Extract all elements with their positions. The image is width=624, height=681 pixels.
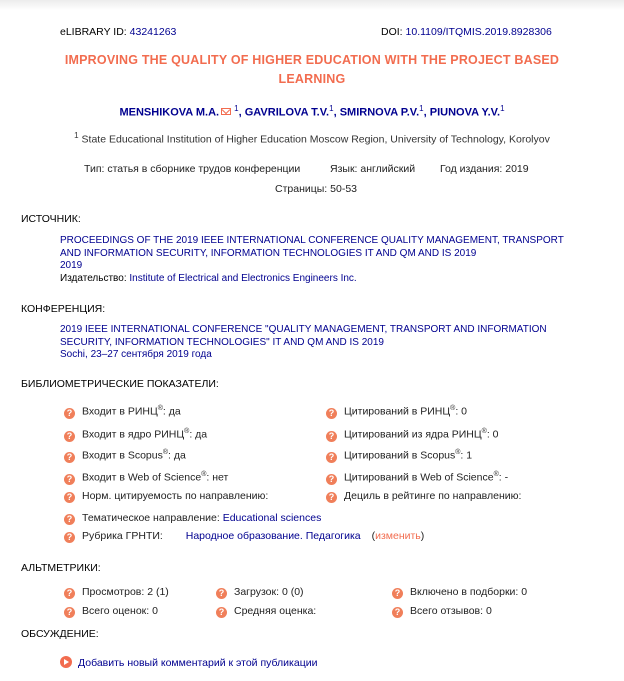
publication-title: IMPROVING THE QUALITY OF HIGHER EDUCATION WITH THE PROJECT BASED LEARNING bbox=[64, 53, 560, 86]
question-circle-icon[interactable]: ? bbox=[64, 474, 75, 485]
source-heading: ИСТОЧНИК: bbox=[21, 213, 81, 225]
question-circle-icon[interactable]: ? bbox=[326, 431, 337, 442]
play-circle-icon[interactable] bbox=[60, 656, 72, 668]
meta-year-value: 2019 bbox=[505, 163, 529, 175]
meta-pages: Страницы: 50-53 bbox=[275, 183, 357, 195]
author-4[interactable]: PIUNOVA Y.V. bbox=[429, 106, 501, 119]
source-title[interactable]: PROCEEDINGS OF THE 2019 IEEE INTERNATIONAL CONFERENCE QUALITY MANAGEMENT, TRANSPORT AND INFORMATION SECURITY, INFORMATION TECHNOLOGIES IT AND QM AND IS 2019 bbox=[60, 235, 564, 259]
doi bbox=[381, 26, 552, 38]
topic-link[interactable]: Educational sciences bbox=[222, 512, 322, 524]
doi-label: DOI: bbox=[381, 26, 403, 38]
biblio-grnti: ? Рубрика ГРНТИ: Народное образование. Педагогика (изменить) bbox=[64, 530, 424, 543]
question-circle-icon[interactable]: ? bbox=[64, 532, 75, 543]
discussion-heading: ОБСУЖДЕНИЕ: bbox=[21, 628, 99, 640]
author-3-affil: 1 bbox=[419, 104, 424, 113]
question-circle-icon[interactable]: ? bbox=[216, 607, 227, 618]
alt-average: ? Средняя оценка: bbox=[216, 605, 316, 618]
question-circle-icon[interactable]: ? bbox=[326, 452, 337, 463]
question-circle-icon[interactable]: ? bbox=[326, 408, 337, 419]
elibrary-id bbox=[60, 26, 176, 38]
biblio-topic: ? Тематическое направление: Educational sciences bbox=[64, 512, 321, 525]
elibrary-id-value[interactable]: 43241263 bbox=[129, 26, 177, 38]
meta-language: Язык: английский bbox=[330, 163, 416, 175]
alt-downloads: ? Загрузок: 0 (0) bbox=[216, 586, 304, 599]
biblio-norm-citation: ? Норм. цитируемость по направлению: bbox=[64, 490, 268, 503]
authors-line: MENSHIKOVA M.A. $^1$, GAVRILOVA T.V.$^1$, SMIRNOVA P.V.$^1$, PIUNOVA Y.V.$^1$ bbox=[119, 104, 505, 119]
doi-link[interactable]: 10.1109/ITQMIS.2019.8928306 bbox=[405, 26, 552, 38]
question-circle-icon[interactable]: ? bbox=[64, 431, 75, 442]
question-circle-icon[interactable]: ? bbox=[64, 492, 75, 503]
biblio-rinc-core: ? Входит в ядро РИНЦ®: да bbox=[64, 428, 207, 442]
meta-type: Тип: статья в сборнике трудов конференции bbox=[84, 163, 301, 175]
biblio-scopus: ? Входит в Scopus®: да bbox=[64, 449, 186, 463]
source-block bbox=[60, 235, 580, 285]
add-comment-link[interactable]: Добавить новый комментарий к этой публикации bbox=[78, 657, 318, 669]
meta-pages-value: 50-53 bbox=[330, 183, 357, 195]
biblio-cit-rinc-core: ? Цитирований из ядра РИНЦ®: 0 bbox=[326, 428, 499, 442]
question-circle-icon[interactable]: ? bbox=[392, 588, 403, 599]
biblio-wos: ? Входит в Web of Science®: нет bbox=[64, 471, 228, 485]
conference-title[interactable]: 2019 IEEE INTERNATIONAL CONFERENCE "QUALITY MANAGEMENT, TRANSPORT AND INFORMATION SECURITY, INFORMATION TECHNOLOGIES" IT AND QM AND IS 2019 bbox=[60, 324, 547, 348]
question-circle-icon[interactable]: ? bbox=[216, 588, 227, 599]
altmetrics-heading: АЛЬТМЕТРИКИ: bbox=[21, 562, 101, 574]
author-3[interactable]: SMIRNOVA P.V. bbox=[339, 106, 420, 119]
publisher-link[interactable]: Institute of Electrical and Electronics Engineers Inc. bbox=[129, 272, 357, 284]
question-circle-icon[interactable]: ? bbox=[64, 607, 75, 618]
biblio-cit-rinc: ? Цитирований в РИНЦ®: 0 bbox=[326, 405, 467, 419]
author-1[interactable]: MENSHIKOVA M.A. bbox=[119, 106, 220, 119]
affiliation-text: State Educational Institution of Higher Education Moscow Region, University of Technology, Korolyov bbox=[81, 133, 550, 146]
affiliation-marker: 1 bbox=[74, 131, 79, 140]
change-link[interactable]: изменить bbox=[375, 530, 421, 542]
grnti-link[interactable]: Народное образование. Педагогика bbox=[185, 530, 361, 542]
affiliation bbox=[0, 131, 624, 146]
alt-collections: ? Включено в подборки: 0 bbox=[392, 586, 527, 599]
conference-place-date: Sochi, 23–27 сентября 2019 года bbox=[60, 349, 212, 360]
alt-views: ? Просмотров: 2 (1) bbox=[64, 586, 169, 599]
conference-block bbox=[60, 324, 580, 362]
question-circle-icon[interactable]: ? bbox=[64, 452, 75, 463]
elibrary-id-label: eLIBRARY ID: bbox=[60, 26, 127, 38]
top-shadow bbox=[0, 0, 624, 10]
source-year[interactable]: 2019 bbox=[60, 260, 83, 271]
meta-year: Год издания: 2019 bbox=[440, 163, 529, 175]
biblio-cit-wos: ? Цитирований в Web of Science®: - bbox=[326, 471, 508, 485]
question-circle-icon[interactable]: ? bbox=[392, 607, 403, 618]
author-2-affil: 1 bbox=[329, 104, 334, 113]
meta-type-value: статья в сборнике трудов конференции bbox=[107, 163, 301, 175]
biblio-rinc: ? Входит в РИНЦ®: да bbox=[64, 405, 181, 419]
meta-language-value: английский bbox=[360, 163, 416, 175]
add-comment[interactable] bbox=[60, 656, 317, 669]
question-circle-icon[interactable]: ? bbox=[326, 492, 337, 503]
author-1-affil: 1 bbox=[234, 104, 239, 113]
question-circle-icon[interactable]: ? bbox=[64, 588, 75, 599]
alt-reviews: ? Всего отзывов: 0 bbox=[392, 605, 492, 618]
question-circle-icon[interactable]: ? bbox=[64, 408, 75, 419]
author-4-affil: 1 bbox=[500, 104, 505, 113]
publisher-label: Издательство: bbox=[60, 272, 127, 284]
alt-ratings: ? Всего оценок: 0 bbox=[64, 605, 158, 618]
conference-heading: КОНФЕРЕНЦИЯ: bbox=[21, 303, 106, 315]
biblio-decile: ? Дециль в рейтинге по направлению: bbox=[326, 490, 521, 503]
mail-icon[interactable] bbox=[221, 108, 231, 115]
author-2[interactable]: GAVRILOVA T.V. bbox=[244, 106, 330, 119]
question-circle-icon[interactable]: ? bbox=[326, 474, 337, 485]
biblio-heading: БИБЛИОМЕТРИЧЕСКИЕ ПОКАЗАТЕЛИ: bbox=[21, 378, 219, 390]
biblio-cit-scopus: ? Цитирований в Scopus®: 1 bbox=[326, 449, 472, 463]
question-circle-icon[interactable]: ? bbox=[64, 514, 75, 525]
